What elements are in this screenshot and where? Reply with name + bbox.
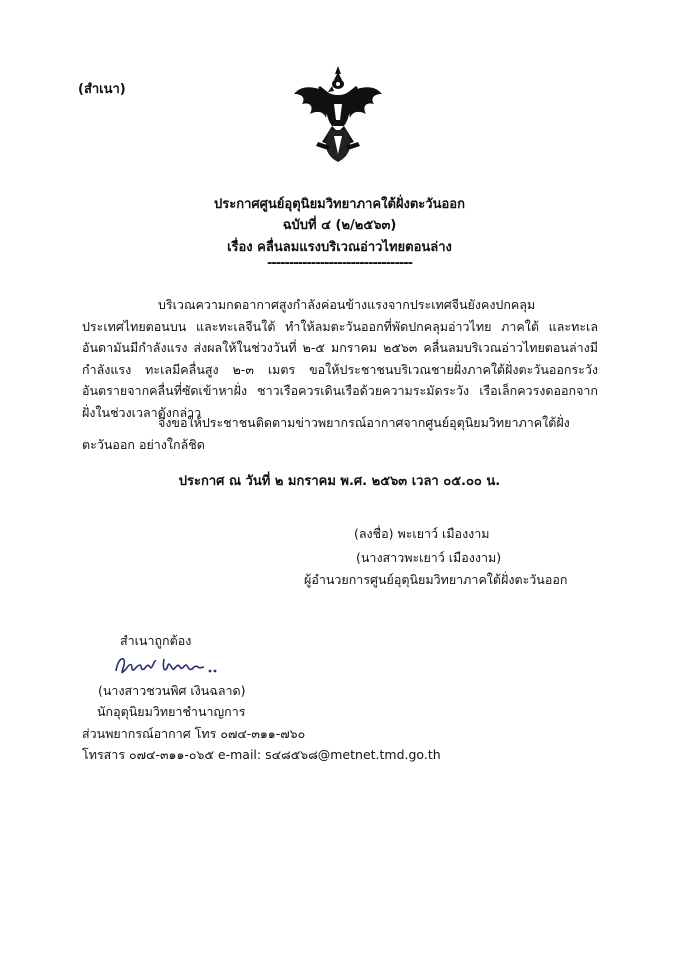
title-line-3: เรื่อง คลื่นลมแรงบริเวณอ่าวไทยตอนล่าง — [227, 240, 452, 255]
title-line-2: ฉบับที่ ๔ (๒/๒๕๖๓) — [282, 218, 397, 233]
body-paragraph-1: บริเวณความกดอากาศสูงกำลังค่อนข้างแรงจากประเทศจีนยังคงปกคลุมประเทศไทยตอนบน และทะเลจีนใต้ ทำให้ลมตะวันออกที่พัดปกคลุมอ่าวไทย ภาคใต้ และทะเลอันดามันมีกำลังแรง ส่งผลให้ในช่วงวันที่ ๒-๕ มกราคม ๒๕๖๓ คลื่นลมบริเวณอ่าวไทยตอนล่างมีกำลังแรง ทะเลมีคลื่นสูง ๒-๓ เมตร ขอให้ประชาชนบริเวณชายฝั่งภาคใต้ฝั่งตะวันออกระวังอันตรายจากคลื่นที่ซัดเข้าหาฝั่ง ชาวเรือควรเดินเรือด้วยความระมัดระวัง เรือเล็กควรงดออกจากฝั่งในช่วงเวลาดังกล่าว — [82, 297, 598, 420]
body-paragraph-2: จึงขอให้ประชาชนติดตามข่าวพยากรณ์อากาศจากศูนย์อุตุนิยมวิทยาภาคใต้ฝั่งตะวันออก อย่างใกล้ชิด — [82, 415, 570, 452]
certifier-position: นักอุตุนิยมวิทยาชำนาญการ — [97, 704, 246, 719]
signer-name: (นางสาวพะเยาว์ เมืองงาม) — [356, 550, 502, 565]
title-rule: --------------------------------- — [266, 256, 413, 271]
certified-label: สำเนาถูกต้อง — [120, 633, 192, 648]
signer-position: ผู้อำนวยการศูนย์อุตุนิยมวิทยาภาคใต้ฝั่งตะวันออก — [304, 572, 568, 587]
certifier-signature — [112, 651, 220, 679]
signed-line: (ลงชื่อ) พะเยาว์ เมืองงาม — [354, 526, 490, 541]
title-line-1: ประกาศศูนย์อุตุนิยมวิทยาภาคใต้ฝั่งตะวันออก — [214, 197, 465, 212]
announce-line: ประกาศ ณ วันที่ ๒ มกราคม พ.ศ. ๒๕๖๓ เวลา ๐๕.๐๐ น. — [178, 474, 501, 489]
certifier-name: (นางสาวชวนพิศ เงินฉลาด) — [98, 683, 246, 698]
copy-mark: (สำเนา) — [78, 82, 126, 97]
contact-phone: ส่วนพยากรณ์อากาศ โทร ๐๗๔-๓๑๑-๗๖๐ — [82, 726, 306, 741]
garuda-emblem-icon — [292, 64, 384, 164]
contact-fax-email: โทรสาร ๐๗๔-๓๑๑-๐๖๕ e-mail: s๔๘๕๖๘@metnet.tmd.go.th — [82, 747, 441, 762]
